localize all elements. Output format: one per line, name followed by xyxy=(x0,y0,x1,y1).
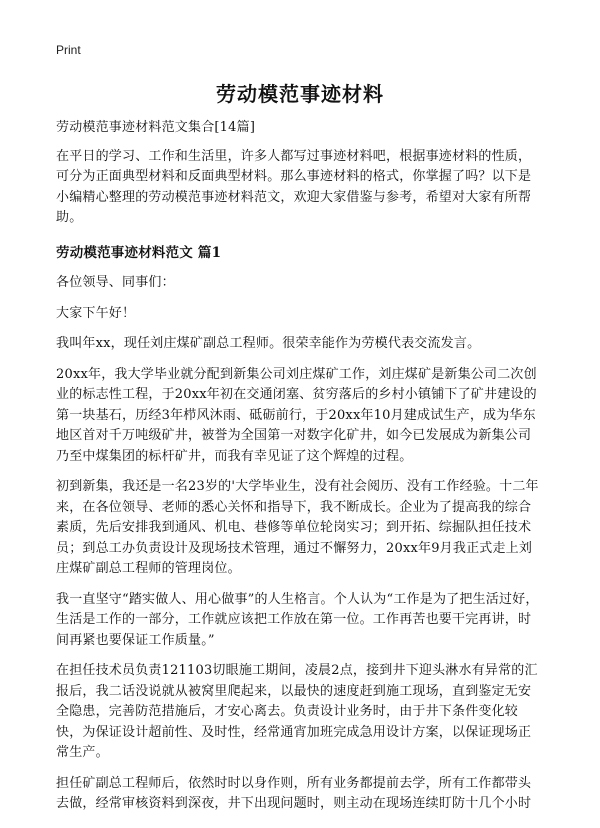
document-body xyxy=(56,118,544,825)
intro-paragraph: 在平日的学习、工作和生活里，许多人都写过事迹材料吧，根据事迹材料的性质，可分为正面典型材料和反面典型材料。那么事迹材料的格式，你掌握了吗？以下是小编精心整理的劳动模范事迹材料范文，欢迎大家借鉴与参考，希望对大家有所帮助。 xyxy=(56,148,532,225)
paragraph: 我一直坚守“踏实做人、用心做事”的人生格言。个人认为“工作是为了把生活过好，生活是工作的一部分，工作就应该把工作放在第一位。工作再苦也要干完再讲，时间再紧也要保证工作质量。” xyxy=(56,591,539,648)
document-title: 劳动模范事迹材料 xyxy=(216,82,384,106)
paragraph: 初到新集，我还是一名23岁的'大学毕业生，没有社会阅历、没有工作经验。十二年来，在各位领导、老师的悉心关怀和指导下，我不断成长。企业为了提高我的综合素质，先后安排我到通风、机电、巷修等单位轮岗实习；到开拓、综掘队担任技术员；到总工办负责设计及现场技术管理，通过不懈努力，20xx年9月我正式走上刘庄煤矿副总工程师的管理岗位。 xyxy=(56,479,539,576)
paragraph: 各位领导、同事们： xyxy=(56,275,175,290)
paragraph: 在担任技术员负责121103切眼施工期间，凌晨2点，接到井下迎头淋水有异常的汇报后，我二话没说就从被窝里爬起来，以最快的速度赶到施工现场，直到鉴定无安全隐患，完善防范措施后，才安心离去。负责设计业务时，由于井下条件变化较快，为保证设计超前性、及时性，经常通宵加班完成急用设计方案，以保证现场正常生产。 xyxy=(56,663,538,760)
paragraph: 大家下午好！ xyxy=(56,305,136,321)
section-heading: 劳动模范事迹材料范文 篇1 xyxy=(56,244,222,261)
document-subtitle: 劳动模范事迹材料范文集合[14篇] xyxy=(56,120,256,135)
paragraph: 我叫年xx，现任刘庄煤矿副总工程师。很荣幸能作为劳模代表交流发言。 xyxy=(56,336,481,351)
print-link[interactable]: Print xyxy=(56,43,81,57)
paragraph: 20xx年，我大学毕业就分配到新集公司刘庄煤矿工作，刘庄煤矿是新集公司二次创业的标志性工程，于20xx年初在交通闭塞、贫穷落后的乡村小镇铺下了矿井建设的第一块基石，历经3年栉风沐雨、砥砺前行，于20xx年10月建成试生产，成为华东地区首对千万吨级矿井，被誉为全国第一对数字化矿井，如今已发展成为新集公司乃至中煤集团的标杆矿井，而我有幸见证了这个辉煌的过程。 xyxy=(56,366,537,464)
paragraph: 担任矿副总工程师后，依然时时以身作则，所有业务都提前去学，所有工作都带头去做，经常审核资料到深夜，井下出现问题时，则主动在现场连续盯防十几个小时 xyxy=(56,775,532,811)
